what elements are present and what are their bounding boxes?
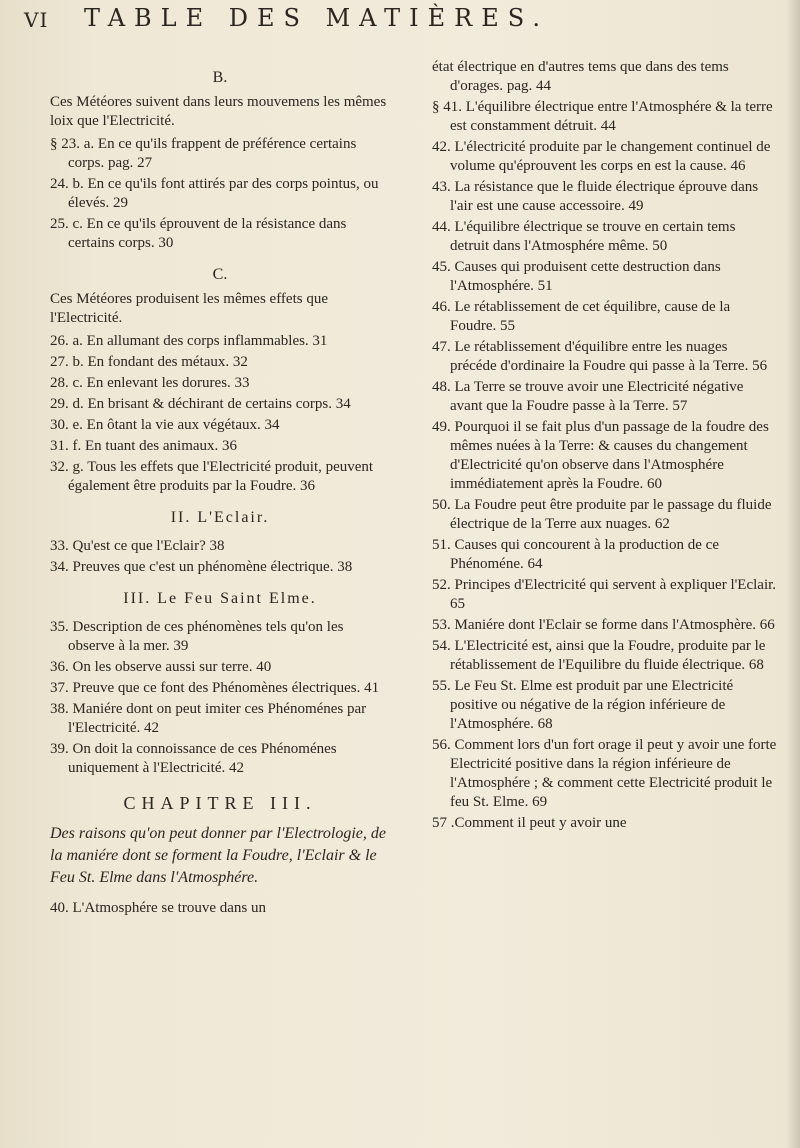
toc-entry: 34. Preuves que c'est un phénomène électrique. 38 [50,559,353,575]
toc-entry: 43. La résistance que le fluide électrique éprouve dans l'air est une cause accessoire. 49 [432,179,759,214]
toc-entry: 36. On les observe aussi sur terre. 40 [50,659,272,675]
toc-entry: 35. Description de ces phénomènes tels qu'on les observe à la mer. 39 [50,619,344,654]
toc-entry: état électrique en d'autres tems que dans des tems d'orages. pag. 44 [432,59,729,94]
subsection-b-intro: Ces Météores suivent dans leurs mouvemens les mêmes loix que l'Electricité. [50,94,387,129]
toc-entry: 40. L'Atmosphére se trouve dans un [50,900,266,916]
chapter-heading: CHAPITRE III. [123,793,317,813]
section-heading-feu-saint-elme: III. Le Feu Saint Elme. [123,590,317,607]
toc-entry: 51. Causes qui concourent à la production de ce Phénoméne. 64 [432,537,719,572]
left-column [50,56,390,920]
toc-entry: 29. d. En brisant & déchirant de certains corps. 34 [50,396,351,412]
toc-entry: 48. La Terre se trouve avoir une Electricité négative avant que la Foudre passe à la Terre. 57 [432,379,744,414]
toc-entry: § 23. a. En ce qu'ils frappent de préférence certains corps. pag. 27 [50,136,357,171]
subsection-letter-b: B. [212,69,228,86]
toc-entry: 57 .Comment il peut y avoir une [432,815,627,831]
toc-entry: 52. Principes d'Electricité qui servent à expliquer l'Eclair. 65 [432,577,777,612]
section-heading-eclair: II. L'Eclair. [170,509,270,526]
toc-entry: 26. a. En allumant des corps inflammables. 31 [50,333,328,349]
toc-entry: 24. b. En ce qu'ils font attirés par des corps pointus, ou élevés. 29 [50,176,379,211]
page-number: VI [24,8,49,32]
running-title: TABLE DES MATIÈRES. [84,4,549,32]
toc-entry: 37. Preuve que ce font des Phénomènes électriques. 41 [50,680,380,696]
toc-entry: 49. Pourquoi il se fait plus d'un passage de la foudre des mêmes nuées à la Terre: & causes du changement d'Electricité qu'on observe dans l'Atmosphére immédiatement après la Foudre. 60 [432,419,769,492]
toc-entry: 27. b. En fondant des métaux. 32 [50,354,248,370]
toc-entry: 33. Qu'est ce que l'Eclair? 38 [50,538,225,554]
toc-entry: 42. L'électricité produite par le changement continuel de volume qu'éprouvent les corps en est la cause. 46 [432,139,771,174]
page-edge-shadow [786,0,800,1148]
toc-entry: 32. g. Tous les effets que l'Electricité produit, peuvent également être produits par la Foudre. 36 [50,459,374,494]
toc-entry: 46. Le rétablissement de cet équilibre, cause de la Foudre. 55 [432,299,731,334]
toc-entry: 25. c. En ce qu'ils éprouvent de la résistance dans certains corps. 30 [50,216,347,251]
chapter-title: Des raisons qu'on peut donner par l'Electrologie, de la maniére dont se forment la Foudre, l'Eclair & le Feu St. Elme dans l'Atmosphére. [50,825,386,886]
toc-entry: 30. e. En ôtant la vie aux végétaux. 34 [50,417,280,433]
toc-entry: 44. L'équilibre électrique se trouve en certain tems detruit dans l'Atmosphére même. 50 [432,219,736,254]
toc-entry: 45. Causes qui produisent cette destruction dans l'Atmosphére. 51 [432,259,721,294]
toc-entry: 50. La Foudre peut être produite par le passage du fluide électrique de la Terre aux nuages. 62 [432,497,772,532]
subsection-letter-c: C. [212,266,228,283]
toc-entry: 31. f. En tuant des animaux. 36 [50,438,238,454]
toc-entry: § 41. L'équilibre électrique entre l'Atmosphére & la terre est constamment détruit. 44 [432,99,773,134]
subsection-c-intro: Ces Météores produisent les mêmes effets que l'Electricité. [50,291,328,326]
toc-entry: 54. L'Electricité est, ainsi que la Foudre, produite par le rétablissement de l'Equilibre du fluide électrique. 68 [432,638,766,673]
toc-entry: 39. On doit la connoissance de ces Phénoménes uniquement à l'Electricité. 42 [50,741,337,776]
toc-entry: 56. Comment lors d'un fort orage il peut y avoir une forte Electricité positive dans la région inférieure de l'Atmosphére ; & comment cette Electricité produit le feu St. Elme. 69 [432,737,777,810]
right-column [432,56,777,835]
toc-entry: 53. Maniére dont l'Eclair se forme dans l'Atmosphère. 66 [432,617,775,633]
toc-entry: 55. Le Feu St. Elme est produit par une Electricité positive ou négative de la région inférieure de l'Atmosphére. 68 [432,678,734,732]
toc-entry: 47. Le rétablissement d'équilibre entre les nuages précéde d'ordinaire la Foudre qui passe à la Terre. 56 [432,339,768,374]
toc-entry: 38. Maniére dont on peut imiter ces Phénoménes par l'Electricité. 42 [50,701,367,736]
toc-entry: 28. c. En enlevant les dorures. 33 [50,375,250,391]
